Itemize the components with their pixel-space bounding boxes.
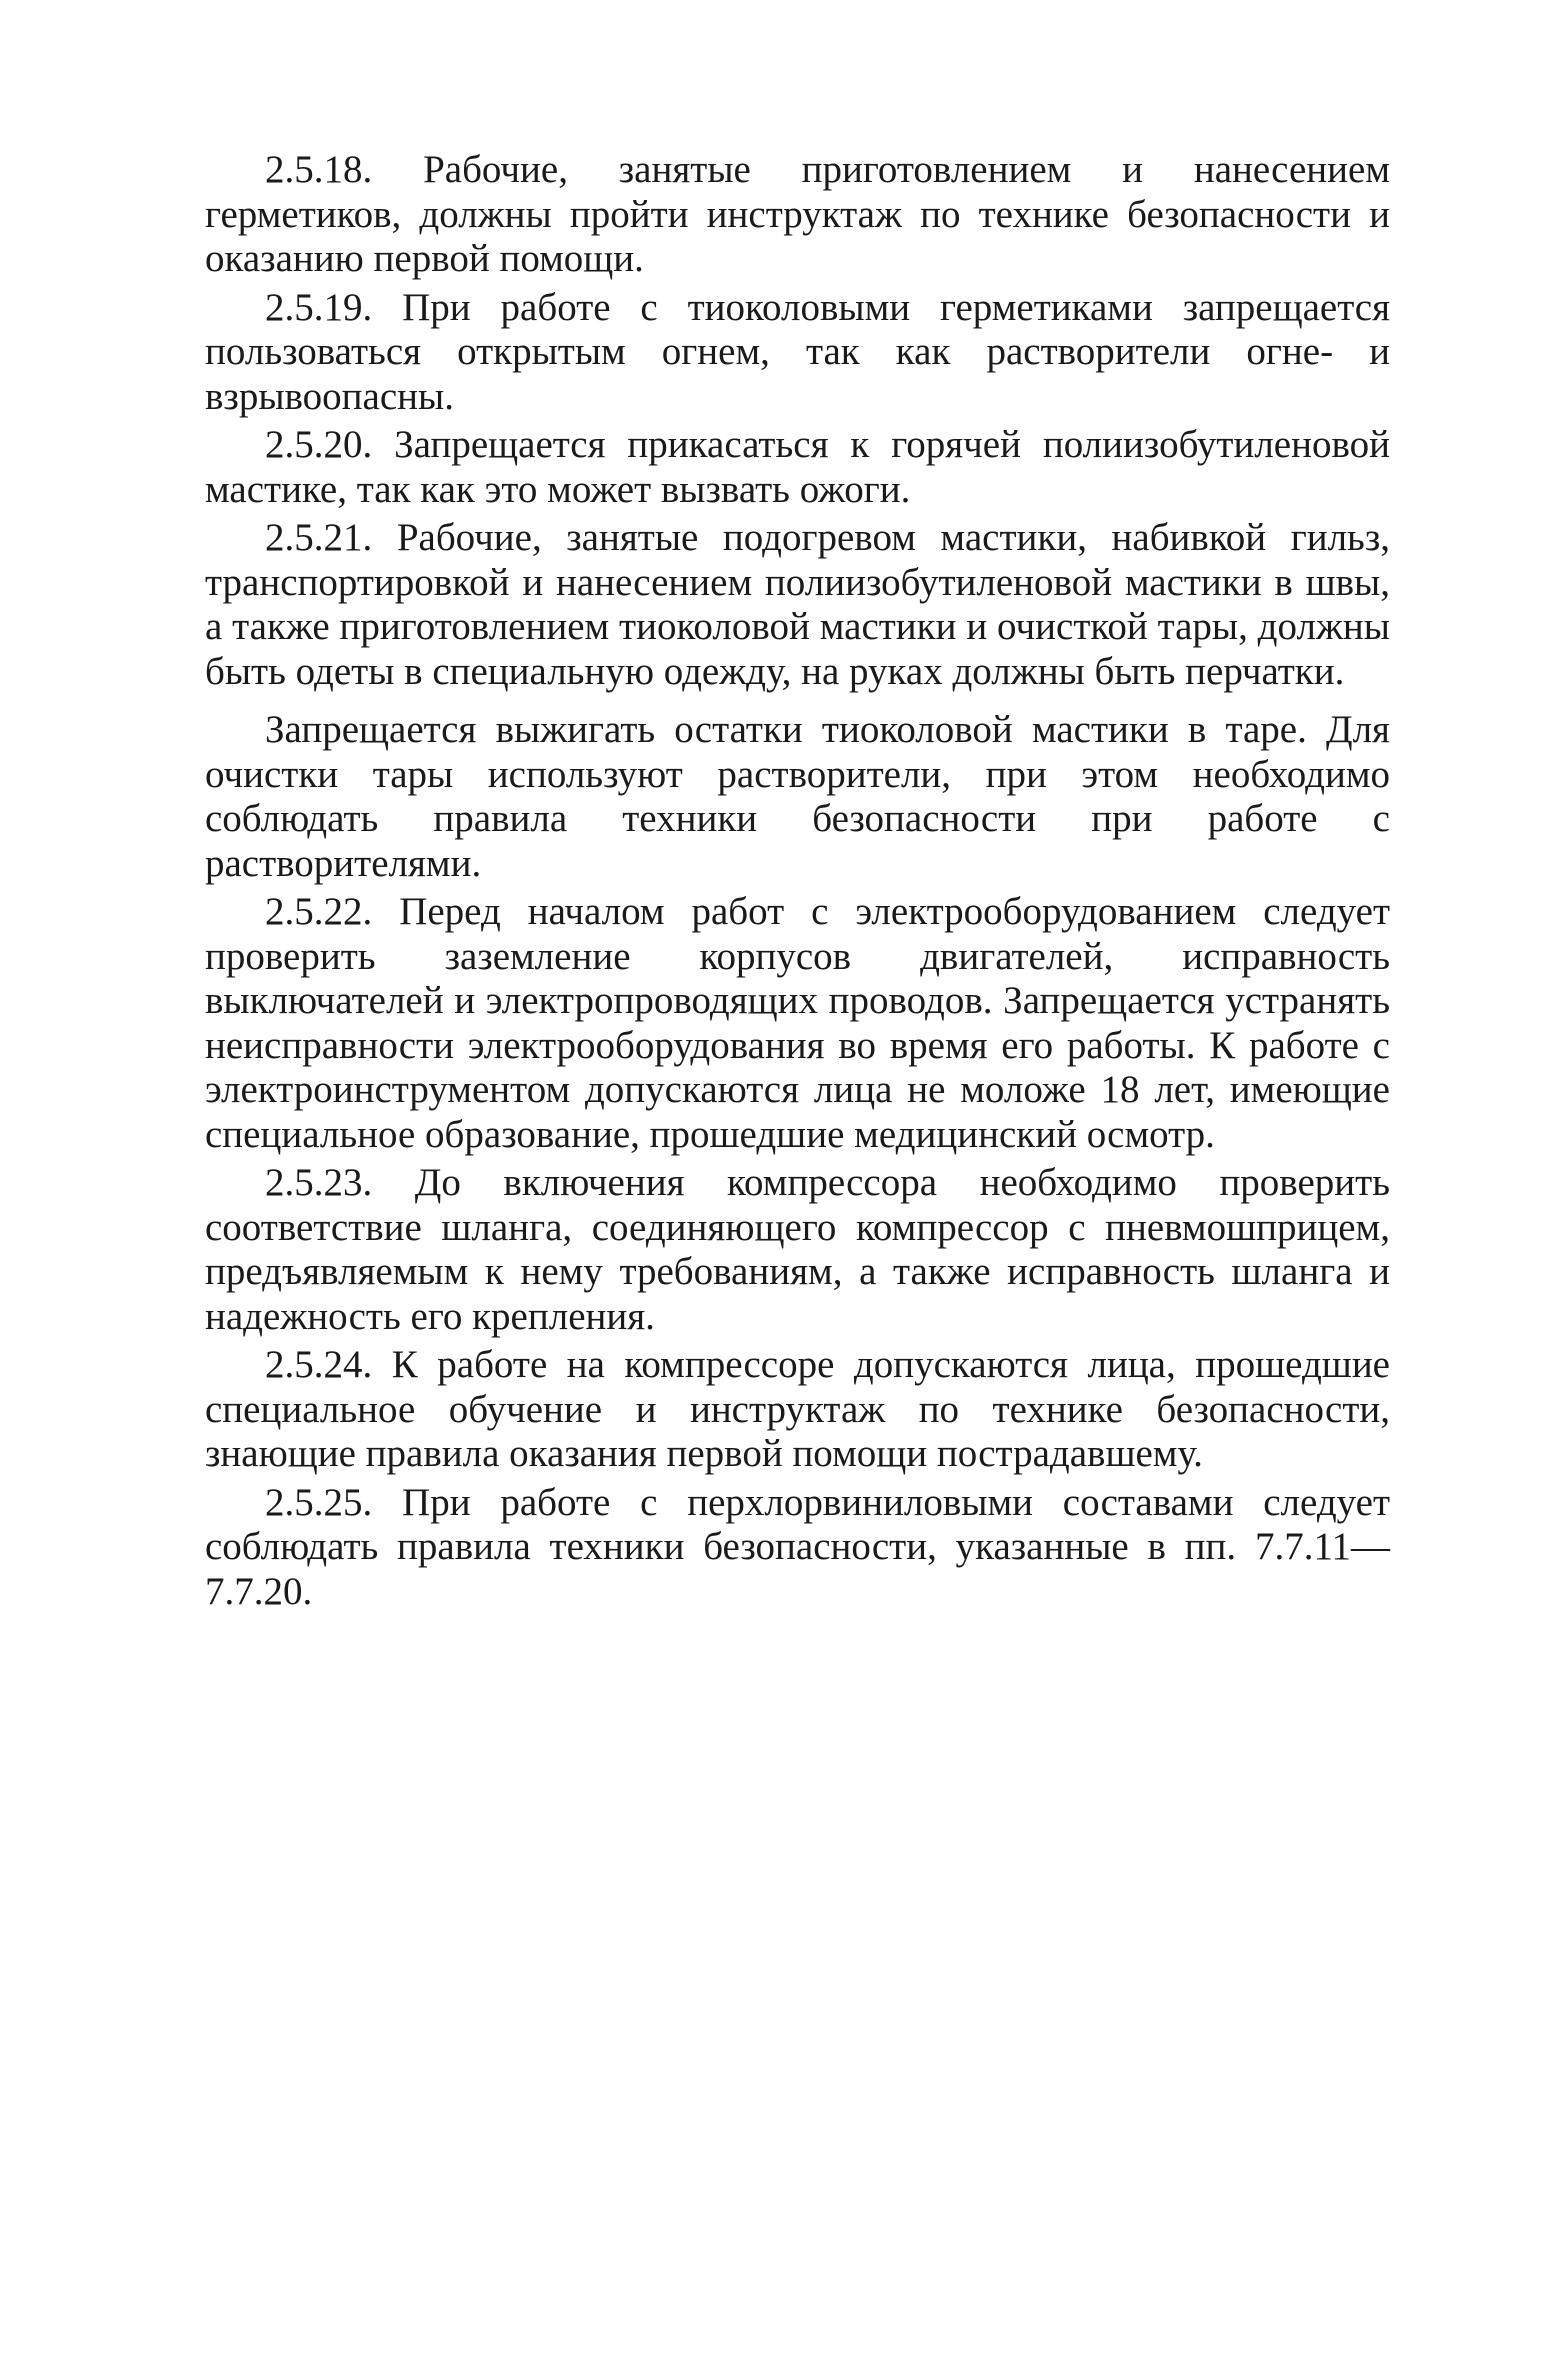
clause-text: Рабочие, занятые приготовлением и нанесением герметиков, должны пройти инструктаж по технике безопасности и оказанию первой помощи. xyxy=(205,148,1390,280)
paragraph-2-5-19 xyxy=(205,286,1390,420)
clause-text: При работе с перхлорвиниловыми составами следует соблюдать правила техники безопасности, указанные в пп. 7.7.11—7.7.20. xyxy=(205,1480,1390,1613)
clause-text: При работе с тиоколовыми герметиками запрещается пользоваться открытым огнем, так как растворители огне- и взрывоопасны. xyxy=(205,285,1391,418)
clause-number: 2.5.19. xyxy=(265,285,373,329)
clause-number: 2.5.20. xyxy=(265,423,373,466)
text-column xyxy=(205,148,1390,1614)
clause-text: Перед началом работ с электрооборудованием следует проверить заземление корпусов двигателей, исправность выключателей и электропроводящих проводов. Запрещается устранять неисправности электрооборудования во время его работы. К работе с электроинструментом допускаются лица не моложе 18 лет, имеющие специальное образование, прошедшие медицинский осмотр. xyxy=(205,890,1391,1156)
paragraph-2-5-25 xyxy=(205,1481,1390,1615)
clause-text: Рабочие, занятые подогревом мастики, набивкой гильз, транспортировкой и нанесением полиизобутиленовой мастики в швы, а также приготовлением тиоколовой мастики и очисткой тары, должны быть одеты в специальную одежду, на руках должны быть перчатки. xyxy=(205,516,1390,693)
clause-number: 2.5.24. xyxy=(265,1343,373,1386)
paragraph-2-5-22 xyxy=(205,890,1390,1157)
paragraph-2-5-24 xyxy=(205,1343,1390,1477)
clause-number: 2.5.22. xyxy=(265,890,373,933)
paragraph-2-5-23 xyxy=(205,1161,1390,1339)
clause-text: До включения компрессора необходимо проверить соответствие шланга, соединяющего компрессор с пневмошприцем, предъявляемым к нему требованиям, а также исправность шланга и надежность его крепления. xyxy=(205,1161,1391,1338)
paragraph-2-5-18 xyxy=(205,148,1390,282)
clause-text: Запрещается прикасаться к горячей полиизобутиленовой мастике, так как это может вызвать ожоги. xyxy=(205,423,1391,511)
clause-text: К работе на компрессоре допускаются лица, прошедшие специальное обучение и инструктаж по технике безопасности, знающие правила оказания первой помощи пострадавшему. xyxy=(205,1343,1390,1475)
clause-number: 2.5.23. xyxy=(265,1161,373,1204)
paragraph-2-5-21-continued xyxy=(205,708,1390,886)
clause-text: Запрещается выжигать остатки тиоколовой мастики в таре. Для очистки тары используют растворители, при этом необходимо соблюдать правила техники безопасности при работе с растворителями. xyxy=(205,708,1390,885)
clause-number: 2.5.21. xyxy=(265,516,373,559)
clause-number: 2.5.25. xyxy=(265,1480,373,1524)
paragraph-2-5-20 xyxy=(205,423,1390,512)
paragraph-2-5-21 xyxy=(205,516,1390,694)
clause-number: 2.5.18. xyxy=(265,148,373,191)
